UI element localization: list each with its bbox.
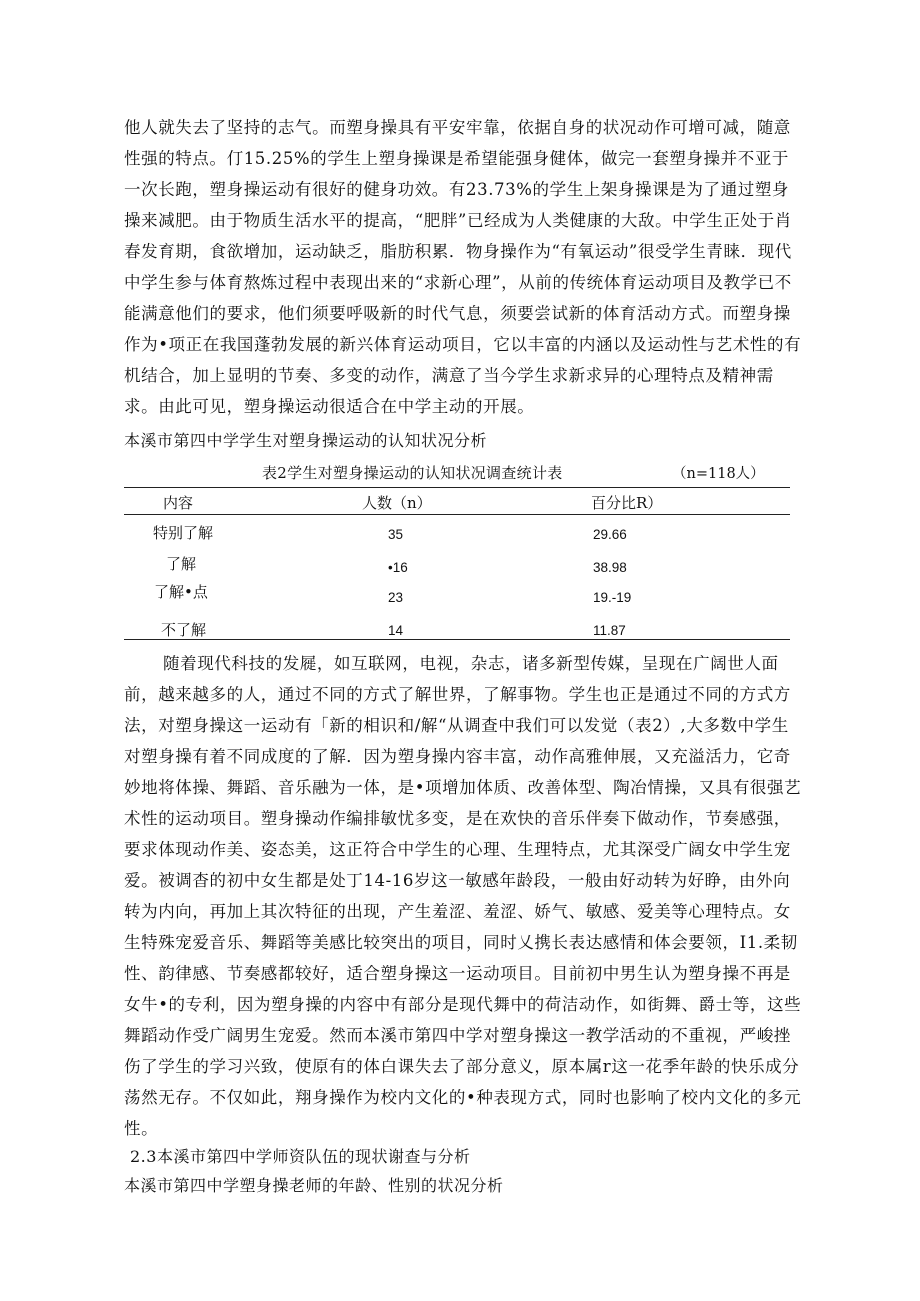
table-row-label: 不了解 [161, 621, 207, 639]
subsection-analysis-title: 本溪市第四中学塑身操老师的年龄、性别的状况分析 [124, 1176, 504, 1195]
table-row-label: 特别了解 [153, 524, 214, 542]
subsection-heading: 2.3本溪市第四中学师资队伍的现状谢查与分析 [130, 1147, 471, 1166]
section-title: 本溪市第四中学学生对塑身操运动的认知状况分析 [124, 431, 488, 450]
table-header-percent: 百分比R） [591, 494, 663, 512]
table-row-count: 23 [388, 590, 404, 605]
body-paragraph-2: 随着现代科技的发屣，如互联网，电视，杂志，诸多新型传媒，呈现在广阔世人面前，越来越多的人，通过不同的方式了解世界，了解事物。学生也正是通过不同的方式方法，对塑身操这一运动有「新的相识和/解“从调查中我们可以发觉（表2）,大多数中学生对塑身操有着不同成度的了解．因为塑身操内容丰富，动作高雅伸展，又充溢活力，它奇妙地将体操、舞蹈、音乐融为一体，是•项增加体质、改善体型、陶冶情操，又具有很强艺术性的运动项目。塑身操动作编排敏忧多变，是在欢快的音乐伴奏下做动作，节奏感强，要求体现动作美、姿态美，这正符合中学生的心理、生理特点，尤其深受广阔女中学生宠爱。被调杳的初中女生都是处丁14-16岁这一敏感年龄段，一般由好动转为好睁，由外向转为内向，再加上其次特征的出现，产生羞涩、羞涩、娇气、敏感、爱美等心理特点。女生特殊宠爱音乐、舞蹈等美感比较突出的项目，同时乂携长表达感情和体会要领，I1.柔韧性、韵律感、节奏感都较好，适合塑身操这一运动项目。目前初中男生认为塑身操不再是女牛•的专利，因为塑身操的内容中有部分是现代舞中的荷洁动作，如街舞、爵士等，这些舞蹈动作受广阔男生宠爱。然而本溪市第四中学对塑身操这一教学活动的不重视，严峻挫伤了学生的学习兴致，使原有的体白课失去了部分意义，原本属r这一花季年龄的快乐成分荡然无存。不仅如此，翔身操作为校内文化的•种表现方式，同时也影响了校内文化的多元性。 [124, 654, 802, 1138]
table-row-percent: 38.98 [593, 560, 627, 575]
table-row-percent: 29.66 [593, 527, 627, 542]
table-caption: 表2学生对塑身操运动的认知状况调查统计表 [262, 464, 563, 482]
table-row-percent: 19.-19 [593, 590, 632, 605]
table-row-count: •16 [388, 560, 408, 575]
table-bottom-rule [124, 639, 790, 640]
table-sample-size: （n=118人） [672, 466, 765, 482]
table-row-percent: 11.87 [593, 623, 626, 638]
table-row-label: 了解 [166, 555, 197, 573]
table-row-count: 14 [388, 623, 404, 638]
body-paragraph-1: 他人就失去了坚持的志气。而塑身操具有平安牢靠，依据自身的状况动作可增可减，随意性强的特点。仃15.25%的学生上塑身操课是希望能强身健体，做完一套塑身操并不亚于一次长跑，塑身操运动有很好的健身功效。有23.73%的学生上架身操课是为了通过塑身操来减肥。由于物质生活水平的提高，“肥胖”已经成为人类健康的大敌。中学生正处于肖春发育期，食欲增加，运动缺乏，脂肪积累．物身操作为“有氧运动”很受学生青睐．现代中学生参与体育熬炼过程中表现出来的“求新心理”，从前的传统体育运动项目及教学已不能满意他们的要求，他们须要呼吸新的时代气息，须要尝试新的体育活动方式。而塑身操作为•项正在我国蓬勃发展的新兴体育运动项目，它以丰富的内涵以及运动性与艺术性的有机结合，加上显明的节奏、多变的动作，满意了当今学生求新求异的心理特点及精神需求。由此可见，塑身操运动很适合在中学主动的开展。 [124, 118, 802, 416]
table-header-rule [124, 514, 790, 515]
table-row-count: 35 [388, 527, 404, 542]
table-header-count: 人数（n） [362, 494, 432, 512]
table-row-label: 了解•点 [154, 583, 208, 601]
table-top-rule [124, 487, 790, 488]
table-header-content: 内容 [163, 494, 194, 512]
